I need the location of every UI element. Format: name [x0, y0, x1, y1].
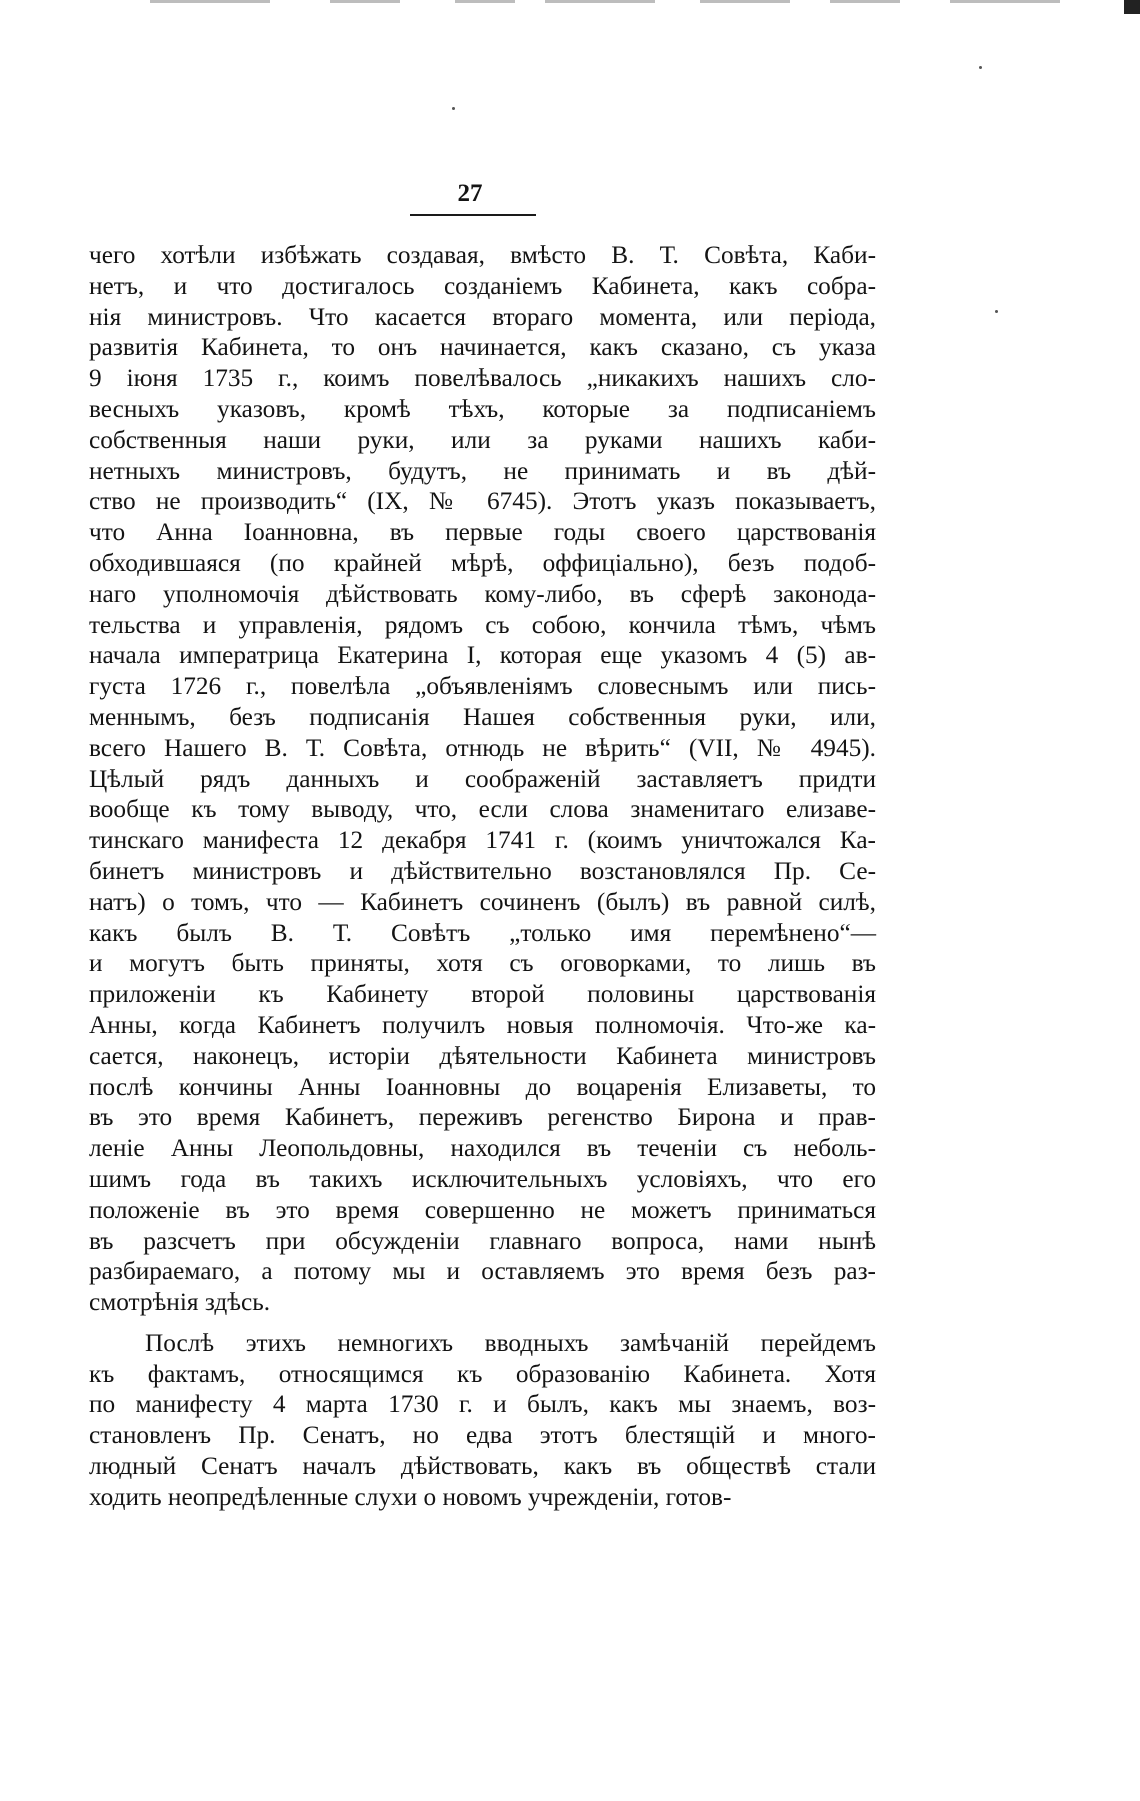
text-line: наго уполномочія дѣйствовать кому-либо, въ сферѣ законода- — [89, 579, 876, 608]
text-line: меннымъ, безъ подписанія Нашея собственныя руки, или, — [89, 702, 876, 731]
text-line: въ это время Кабинетъ, переживъ регенство Бирона и прав- — [89, 1103, 876, 1132]
body-text — [89, 240, 876, 1513]
text-line: людный Сенатъ началъ дѣйствовать, какъ въ обществѣ стали — [89, 1452, 876, 1481]
text-line: 9 іюня 1735 г., коимъ повелѣвалось „никакихъ нашихъ сло- — [89, 364, 876, 393]
text-line: бинетъ министровъ и дѣйствительно возстановлялся Пр. Се- — [89, 856, 876, 885]
text-line: къ фактамъ, относящимся къ образованію Кабинета. Хотя — [89, 1359, 876, 1388]
paragraph-gap — [89, 1318, 876, 1328]
scan-speck — [979, 66, 982, 69]
text-line: нетныхъ министровъ, будутъ, не принимать и въ дѣй- — [89, 456, 876, 485]
text-line: шимъ года въ такихъ исключительныхъ условіяхъ, что его — [89, 1164, 876, 1193]
text-line: тинскаго манифеста 12 декабря 1741 г. (коимъ уничтожался Ка- — [89, 826, 876, 855]
scan-speck — [995, 310, 998, 313]
text-line: вообще къ тому выводу, что, если слова знаменитаго елизаве- — [89, 795, 876, 824]
text-line: Анны, когда Кабинетъ получилъ новыя полномочія. Что-же ка- — [89, 1010, 876, 1039]
text-line: леніе Анны Леопольдовны, находился въ теченіи съ неболь- — [89, 1134, 876, 1163]
text-line: тельства и управленія, рядомъ съ собою, кончила тѣмъ, чѣмъ — [89, 610, 876, 639]
text-line: Послѣ этихъ немногихъ вводныхъ замѣчаній перейдемъ — [145, 1328, 876, 1357]
scan-top-edge-marks — [0, 0, 1140, 10]
text-line: сается, наконецъ, исторіи дѣятельности Кабинета министровъ — [89, 1041, 876, 1070]
text-line: смотрѣнія здѣсь. — [89, 1288, 271, 1317]
text-line: обходившаяся (по крайней мѣрѣ, оффиціально), безъ подоб- — [89, 548, 876, 577]
paragraph — [89, 240, 876, 1318]
paragraph — [89, 1328, 876, 1513]
text-line: Цѣлый рядъ данныхъ и соображеній заставляетъ придти — [89, 764, 876, 793]
text-line: ходить неопредѣленные слухи о новомъ учрежденіи, готов- — [89, 1482, 732, 1511]
scan-speck — [452, 107, 455, 110]
text-line: натъ) о томъ, что — Кабинетъ сочиненъ (былъ) въ равной силѣ, — [89, 887, 876, 916]
text-line: нетъ, и что достигалось созданіемъ Кабинета, какъ собра- — [89, 271, 876, 300]
text-line: послѣ кончины Анны Іоанновны до воцаренія Елизаветы, то — [89, 1072, 876, 1101]
text-line: густа 1726 г., повелѣла „объявленіямъ словеснымъ или пись- — [89, 672, 876, 701]
text-line: положеніе въ это время совершенно не можетъ приниматься — [89, 1195, 876, 1224]
text-line: весныхъ указовъ, кромѣ тѣхъ, которые за подписаніемъ — [89, 394, 876, 423]
text-line: собственныя наши руки, или за руками нашихъ каби- — [89, 425, 876, 454]
scan-edge-blot — [1124, 0, 1140, 14]
text-line: что Анна Іоанновна, въ первые годы своего царствованія — [89, 518, 876, 547]
header-rule — [410, 214, 536, 216]
text-line: приложеніи къ Кабинету второй половины царствованія — [89, 980, 876, 1009]
text-line: въ разсчетъ при обсужденіи главнаго вопроса, нами нынѣ — [89, 1226, 876, 1255]
text-line: нія министровъ. Что касается втораго момента, или періода, — [89, 302, 876, 331]
text-line: разбираемаго, а потому мы и оставляемъ это время безъ раз- — [89, 1257, 876, 1286]
text-line: становленъ Пр. Сенатъ, но едва этотъ блестящій и много- — [89, 1421, 876, 1450]
text-line: и могутъ быть приняты, хотя съ оговорками, то лишь въ — [89, 949, 876, 978]
text-line: ство не производить“ (IX, № 6745). Этотъ указъ показываетъ, — [89, 487, 876, 516]
text-line: по манифесту 4 марта 1730 г. и былъ, какъ мы знаемъ, воз- — [89, 1390, 876, 1419]
text-line: развитія Кабинета, то онъ начинается, какъ сказано, съ указа — [89, 333, 876, 362]
page-number: 27 — [457, 180, 483, 207]
text-line: какъ былъ В. Т. Совѣтъ „только имя перемѣнено“— — [89, 918, 876, 947]
text-line: всего Нашего В. Т. Совѣта, отнюдь не вѣрить“ (VII, № 4945). — [89, 733, 876, 762]
text-line: начала императрица Екатерина I, которая еще указомъ 4 (5) ав- — [89, 641, 876, 670]
text-line: чего хотѣли избѣжать создавая, вмѣсто В. Т. Совѣта, Каби- — [89, 241, 876, 269]
